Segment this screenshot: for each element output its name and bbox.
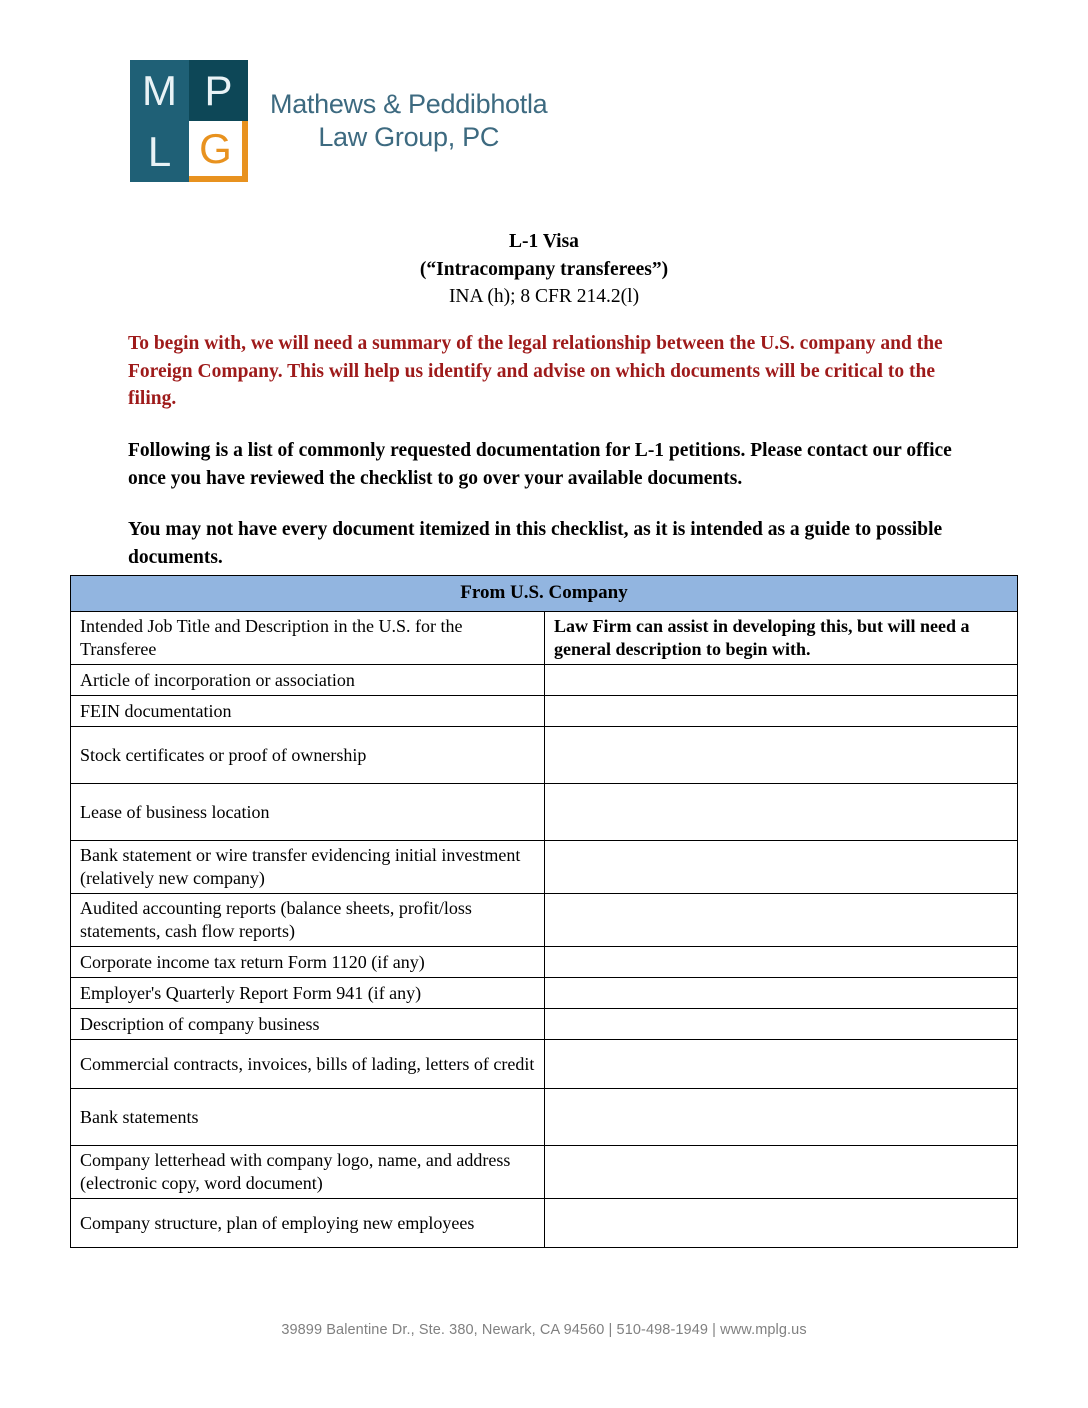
- document-name-cell: Intended Job Title and Description in the U.S. for the Transferee: [71, 612, 545, 665]
- table-row: [71, 894, 1018, 947]
- document-name-cell: Bank statements: [71, 1089, 545, 1146]
- logo-letter-p: P: [189, 60, 248, 121]
- document-name-cell: Lease of business location: [71, 784, 545, 841]
- table-row: [71, 1199, 1018, 1248]
- title-line-subtitle: (“Intracompany transferees”): [419, 258, 669, 280]
- table-header-title: From U.S. Company: [71, 576, 1018, 612]
- intro-paragraph-checklist: Following is a list of commonly requested documentation for L-1 petitions. Please contact our office once you have reviewed the checklist to go over your available documents.: [128, 440, 952, 489]
- table-row: [71, 841, 1018, 894]
- document-name-cell: Description of company business: [71, 1009, 545, 1040]
- page-footer: 39899 Balentine Dr., Ste. 380, Newark, CA 94560 | 510-498-1949 | www.mplg.us: [281, 1322, 807, 1338]
- intro-section: [128, 330, 954, 596]
- document-note-cell[interactable]: [545, 947, 1018, 978]
- table-row: [71, 947, 1018, 978]
- document-note-cell[interactable]: [545, 665, 1018, 696]
- logo-letter-m: M: [130, 60, 189, 121]
- letterhead: [130, 60, 547, 182]
- table-row: [71, 784, 1018, 841]
- title-line-visa: L-1 Visa: [509, 231, 579, 252]
- table-row: [71, 1009, 1018, 1040]
- document-note-cell[interactable]: [545, 696, 1018, 727]
- document-name-cell: Article of incorporation or association: [71, 665, 545, 696]
- table-row: [71, 978, 1018, 1009]
- us-company-checklist-table: [70, 575, 1018, 1248]
- document-note-cell[interactable]: Law Firm can assist in developing this, but will need a general description to begin with.: [545, 612, 1018, 665]
- document-name-cell: Audited accounting reports (balance sheets, profit/loss statements, cash flow reports): [71, 894, 545, 947]
- firm-wordmark: [270, 88, 547, 155]
- document-note-cell[interactable]: [545, 841, 1018, 894]
- document-note-cell[interactable]: [545, 978, 1018, 1009]
- table-row: [71, 1089, 1018, 1146]
- document-note-cell[interactable]: [545, 894, 1018, 947]
- document-name-cell: FEIN documentation: [71, 696, 545, 727]
- mplg-logo-icon: [130, 60, 248, 182]
- logo-letter-l: L: [130, 121, 189, 182]
- document-name-cell: Employer's Quarterly Report Form 941 (if any): [71, 978, 545, 1009]
- logo-letter-g: G: [189, 121, 248, 182]
- document-name-cell: Stock certificates or proof of ownership: [71, 727, 545, 784]
- document-name-cell: Commercial contracts, invoices, bills of lading, letters of credit: [71, 1040, 545, 1089]
- table-row: [71, 612, 1018, 665]
- table-row: [71, 1040, 1018, 1089]
- page-title: [0, 228, 1088, 311]
- wordmark-line-1: Mathews & Peddibhotla: [270, 88, 548, 119]
- document-name-cell: Bank statement or wire transfer evidencing initial investment (relatively new company): [71, 841, 545, 894]
- document-name-cell: Corporate income tax return Form 1120 (if any): [71, 947, 545, 978]
- document-note-cell[interactable]: [545, 1199, 1018, 1248]
- document-name-cell: Company letterhead with company logo, name, and address (electronic copy, word document): [71, 1146, 545, 1199]
- table-row: [71, 696, 1018, 727]
- document-note-cell[interactable]: [545, 1009, 1018, 1040]
- title-line-citation: INA (h); 8 CFR 214.2(l): [448, 286, 640, 308]
- document-note-cell[interactable]: [545, 727, 1018, 784]
- document-note-cell[interactable]: [545, 1146, 1018, 1199]
- document-note-cell[interactable]: [545, 1089, 1018, 1146]
- table-row: [71, 665, 1018, 696]
- document-note-cell[interactable]: [545, 1040, 1018, 1089]
- table-row: [71, 727, 1018, 784]
- document-name-cell: Company structure, plan of employing new employees: [71, 1199, 545, 1248]
- intro-paragraph-red: To begin with, we will need a summary of the legal relationship between the U.S. company and the Foreign Company. This will help us identify and advise on which documents will be critical to the filing.: [128, 333, 943, 410]
- intro-paragraph-guide: You may not have every document itemized in this checklist, as it is intended as a guide to possible documents.: [128, 519, 943, 569]
- document-note-cell[interactable]: [545, 784, 1018, 841]
- wordmark-line-2: Law Group, PC: [318, 122, 500, 152]
- checklist-body: [71, 612, 1018, 1248]
- table-row: [71, 1146, 1018, 1199]
- table-header-row: [71, 576, 1018, 612]
